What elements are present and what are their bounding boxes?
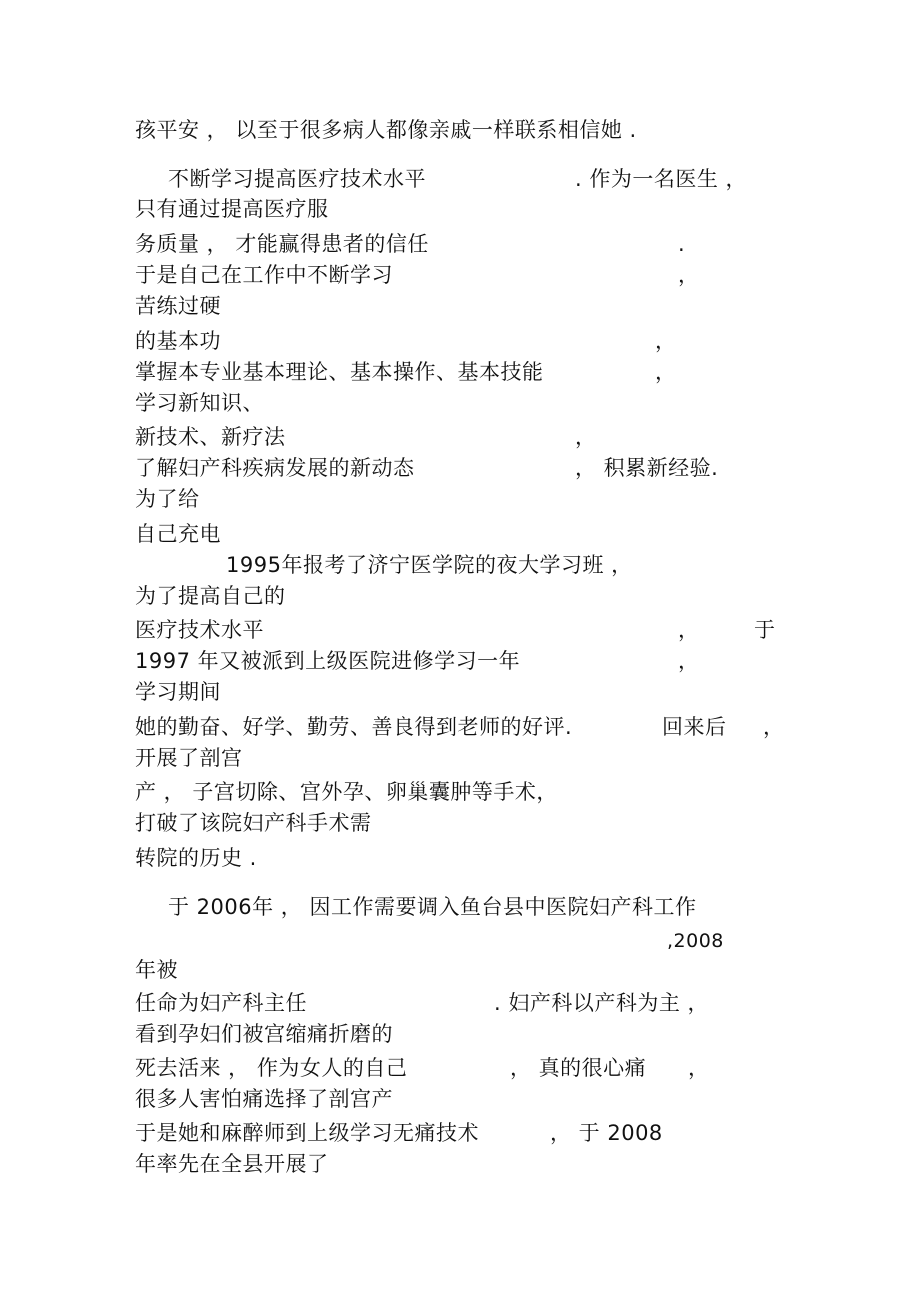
text-line: 的基本功 <box>135 329 221 353</box>
text-line: 于是自己在工作中不断学习 <box>135 263 393 287</box>
text-line: ， <box>688 1056 710 1080</box>
text-line: 开展了剖宫 <box>135 746 243 770</box>
text-line: 于 <box>754 618 776 642</box>
text-line: ， 真的很心痛 <box>510 1056 647 1080</box>
text-line: ， <box>763 715 785 739</box>
text-line: 她的勤奋、好学、勤劳、善良得到老师的好评. <box>135 715 573 739</box>
text-line: 于是她和麻醉师到上级学习无痛技术 <box>135 1121 479 1145</box>
text-line: 苦练过硬 <box>135 294 221 318</box>
text-line: 务质量 ， 才能赢得患者的信任 <box>135 232 429 256</box>
text-line: ， <box>678 263 700 287</box>
text-line: 学习新知识、 <box>135 391 264 415</box>
text-line: . 妇产科以产科为主 ， <box>494 991 710 1015</box>
text-line: 掌握本专业基本理论、基本操作、基本技能 <box>135 360 544 384</box>
text-line: 年率先在全县开展了 <box>135 1152 329 1176</box>
text-line: ， 于 2008 <box>550 1121 663 1145</box>
text-line: 1997 年又被派到上级医院进修学习一年 <box>135 649 521 673</box>
text-line: 孩平安 ， 以至于很多病人都像亲戚一样联系相信她 . <box>135 118 637 142</box>
text-line: ， <box>678 649 700 673</box>
text-line: 医疗技术水平 <box>135 618 264 642</box>
text-line: 年被 <box>135 958 178 982</box>
text-line: ， 积累新经验. <box>575 456 719 480</box>
text-line: 打破了该院妇产科手术需 <box>135 811 372 835</box>
text-line: ， <box>655 360 677 384</box>
text-line: ， <box>678 618 700 642</box>
text-line: 转院的历史 . <box>135 846 257 870</box>
text-line: 很多人害怕痛选择了剖宫产 <box>135 1087 393 1111</box>
text-line: ,2008 <box>667 930 724 952</box>
text-line: 任命为妇产科主任 <box>135 991 307 1015</box>
text-line: . <box>678 232 686 256</box>
text-line: 产 ， 子宫切除、宫外孕、卵巢囊肿等手术， <box>135 780 558 804</box>
text-line: 于 2006年 ， 因工作需要调入鱼台县中医院妇产科工作 <box>168 895 697 919</box>
text-line: . 作为一名医生 ， <box>575 167 748 191</box>
text-line: 为了给 <box>135 487 200 511</box>
text-line: 回来后 <box>662 715 727 739</box>
text-line: 死去活来 ， 作为女人的自己 <box>135 1056 408 1080</box>
text-line: 为了提高自己的 <box>135 584 286 608</box>
text-line: 1995年报考了济宁医学院的夜大学习班 ， <box>226 553 633 577</box>
text-line: ， <box>655 329 677 353</box>
text-line: 不断学习提高医疗技术水平 <box>168 167 426 191</box>
text-line: ， <box>575 425 597 449</box>
text-line: 自己充电 <box>135 522 221 546</box>
text-line: 了解妇产科疾病发展的新动态 <box>135 456 415 480</box>
text-line: 看到孕妇们被宫缩痛折磨的 <box>135 1022 393 1046</box>
text-line: 只有通过提高医疗服 <box>135 197 329 221</box>
text-line: 学习期间 <box>135 680 221 704</box>
text-line: 新技术、新疗法 <box>135 425 286 449</box>
